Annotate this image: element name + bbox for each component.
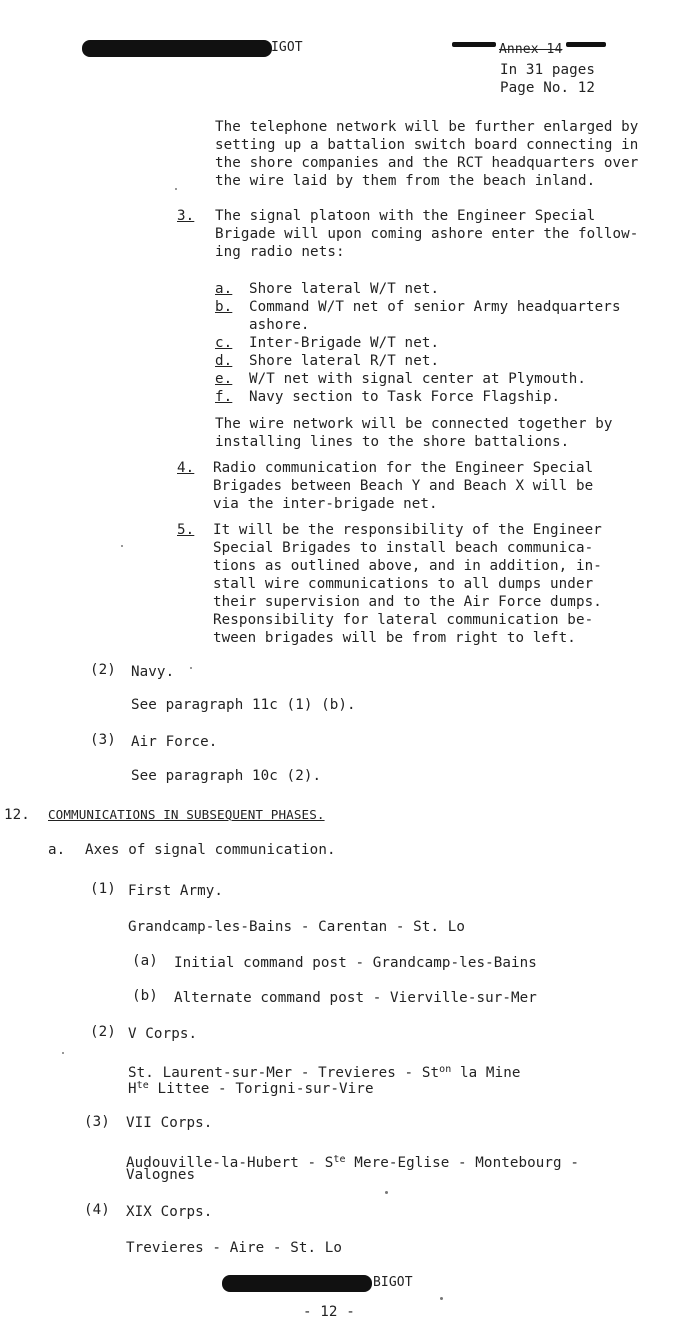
net-letter-e: e. <box>215 371 233 387</box>
item-4-line-3: via the inter-brigade net. <box>213 496 438 512</box>
page-number-footer: - 12 - <box>303 1304 355 1320</box>
airforce-number: (3) <box>90 732 116 748</box>
first-army-cp-b: Alternate command post - Vierville-sur-Mer <box>174 990 537 1006</box>
scan-speck <box>121 545 123 547</box>
first-army-number: (1) <box>90 881 116 897</box>
xix-corps-title: XIX Corps. <box>126 1204 213 1220</box>
scan-speck <box>175 188 177 190</box>
navy-number: (2) <box>90 662 116 678</box>
vii-corps-axis-2: Valognes <box>126 1167 196 1183</box>
v-corps-axis-1: St. Laurent-sur-Mer - Trevieres - $St^{on}$ la Mine <box>128 1064 521 1081</box>
item-5-line-7: tween brigades will be from right to left. <box>213 630 576 646</box>
page-count: In 31 pages <box>500 62 596 78</box>
airforce-text: See paragraph 10c (2). <box>131 768 322 784</box>
v-corps-title: V Corps. <box>128 1026 198 1042</box>
scan-speck <box>190 667 192 669</box>
net-letter-c: c. <box>215 335 233 351</box>
vii-corps-axis-1: Audouville-la-Hubert - $S^{te}$ Mere-Eglise - Montebourg - <box>126 1154 579 1171</box>
intro-line-3: the shore companies and the RCT headquarters over <box>215 155 639 171</box>
classification-header: IGOT <box>271 40 303 55</box>
section-12-number: 12. <box>4 807 30 823</box>
item-5-number: 5. <box>177 522 195 538</box>
vii-corps-number: (3) <box>84 1114 110 1130</box>
item-4-line-2: Brigades between Beach Y and Beach X will be <box>213 478 594 494</box>
xix-corps-number: (4) <box>84 1202 110 1218</box>
net-letter-d: d. <box>215 353 233 369</box>
item-4-number: 4. <box>177 460 195 476</box>
item-3-line-1: The signal platoon with the Engineer Special <box>215 208 596 224</box>
classification-footer: BIGOT <box>373 1275 413 1290</box>
v-corps-number: (2) <box>90 1024 116 1040</box>
section-12-a-text: Axes of signal communication. <box>85 842 336 858</box>
item-3-number: 3. <box>177 208 195 224</box>
item-5-line-3: tions as outlined above, and in addition, in- <box>213 558 602 574</box>
section-12-title: COMMUNICATIONS IN SUBSEQUENT PHASES. <box>48 807 325 822</box>
annex-label: Annex 14 <box>499 42 563 57</box>
redaction-mark-annex <box>452 42 496 47</box>
item-3-after-1: The wire network will be connected together by <box>215 416 613 432</box>
intro-line-2: setting up a battalion switch board connecting in <box>215 137 639 153</box>
vii-corps-title: VII Corps. <box>126 1115 213 1131</box>
net-letter-f: f. <box>215 389 233 405</box>
item-3-after-2: installing lines to the shore battalions. <box>215 434 570 450</box>
item-3-line-3: ing radio nets: <box>215 244 345 260</box>
first-army-axis: Grandcamp-les-Bains - Carentan - St. Lo <box>128 919 466 935</box>
first-army-title: First Army. <box>128 883 224 899</box>
item-5-line-2: Special Brigades to install beach communica- <box>213 540 594 556</box>
net-letter-a: a. <box>215 281 233 297</box>
net-text-a: Shore lateral W/T net. <box>249 281 440 297</box>
item-5-line-4: stall wire communications to all dumps under <box>213 576 594 592</box>
first-army-cp-a: Initial command post - Grandcamp-les-Bains <box>174 955 537 971</box>
net-text-d: Shore lateral R/T net. <box>249 353 440 369</box>
redaction-mark-annex-2 <box>566 42 606 47</box>
airforce-title: Air Force. <box>131 734 218 750</box>
scan-speck <box>385 1191 388 1194</box>
navy-title: Navy. <box>131 664 175 680</box>
intro-line-4: the wire laid by them from the beach inland. <box>215 173 596 189</box>
v-corps-axis-2: $H^{te}$ Littee - Torigni-sur-Vire <box>128 1080 374 1097</box>
net-letter-b: b. <box>215 299 233 315</box>
section-12-a-letter: a. <box>48 842 66 858</box>
item-5-line-5: their supervision and to the Air Force dumps. <box>213 594 602 610</box>
intro-line-1: The telephone network will be further enlarged by <box>215 119 639 135</box>
item-4-line-1: Radio communication for the Engineer Special <box>213 460 594 476</box>
first-army-cp-b-num: (b) <box>132 988 158 1004</box>
net-text-e: W/T net with signal center at Plymouth. <box>249 371 587 387</box>
item-5-line-6: Responsibility for lateral communication be- <box>213 612 594 628</box>
net-text-f: Navy section to Task Force Flagship. <box>249 389 561 405</box>
page-number-header: Page No. 12 <box>500 80 596 96</box>
xix-corps-axis: Trevieres - Aire - St. Lo <box>126 1240 343 1256</box>
item-3-line-2: Brigade will upon coming ashore enter the follow- <box>215 226 639 242</box>
scan-speck <box>62 1052 64 1054</box>
net-text-c: Inter-Brigade W/T net. <box>249 335 440 351</box>
item-5-line-1: It will be the responsibility of the Engineer <box>213 522 602 538</box>
net-text-b-cont: ashore. <box>249 317 310 333</box>
scan-speck <box>440 1297 443 1300</box>
redaction-bar-bottom <box>222 1275 372 1292</box>
net-text-b: Command W/T net of senior Army headquarters <box>249 299 621 315</box>
navy-text: See paragraph 11c (1) (b). <box>131 697 356 713</box>
first-army-cp-a-num: (a) <box>132 953 158 969</box>
redaction-bar-top <box>82 40 272 57</box>
